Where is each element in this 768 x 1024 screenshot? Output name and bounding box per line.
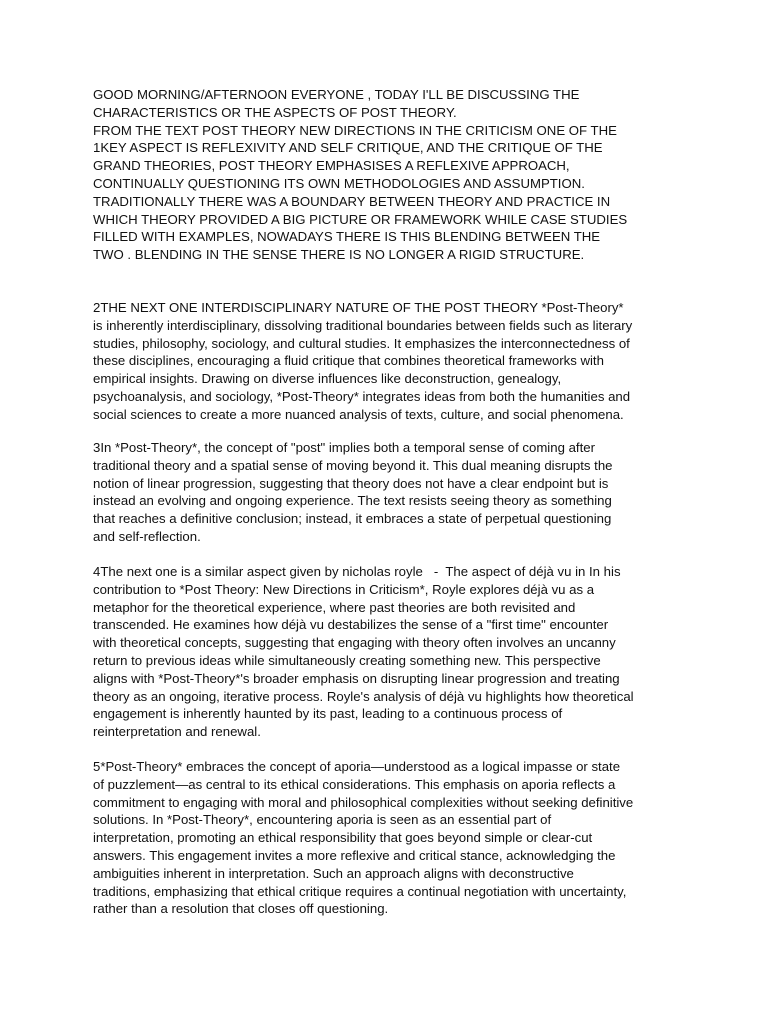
paragraph-aporia: 5*Post-Theory* embraces the concept of aporia—understood as a logical impasse or state of puzzlement—as central to its ethical considerations. This emphasis on aporia reflects a commitment to engaging with moral and philosophical complexities without seeking definitive solutions. In *Post-Theory*, encountering aporia is seen as an essential part of interpretation, promoting an ethical responsibility that goes beyond simple or clear-cut answers. This engagement invites a more reflexive and critical stance, acknowledging the ambiguities inherent in interpretation. Such an approach aligns with deconstructive traditions, emphasizing that ethical critique requires a continual negotiation with uncertainty, rather than a resolution that closes off questioning. xyxy=(93,759,634,917)
intro-paragraph: GOOD MORNING/AFTERNOON EVERYONE , TODAY I'LL BE DISCUSSING THE CHARACTERISTICS OR THE ASPECTS OF POST THEORY. FROM THE TEXT POST THEORY NEW DIRECTIONS IN THE CRITICISM ONE OF THE 1KEY ASPECT IS REFLEXIVITY AND SELF CRITIQUE, AND THE CRITIQUE OF THE GRAND THEORIES, POST THEORY EMPHASISES A REFLEXIVE APPROACH, CONTINUALLY QUESTIONING ITS OWN METHODOLOGIES AND ASSUMPTION. TRADITIONALLY THERE WAS A BOUNDARY BETWEEN THEORY AND PRACTICE IN WHICH THEORY PROVIDED A BIG PICTURE OR FRAMEWORK WHILE CASE STUDIES FILLED WITH EXAMPLES, NOWADAYS THERE IS THIS BLENDING BETWEEN THE TWO . BLENDING IN THE SENSE THERE IS NO LONGER A RIGID STRUCTURE. xyxy=(93,87,628,263)
paragraph-deja-vu: 4The next one is a similar aspect given by nicholas royle - The aspect of déjà vu in In his contribution to *Post Theory: New Directions in Criticism*, Royle explores déjà vu as a metaphor for the theoretical experience, where past theories are both revisited and transcended. He examines how déjà vu destabilizes the sense of a "first time" encounter with theoretical concepts, suggesting that engaging with theory often involves an uncanny return to previous ideas while simultaneously creating something new. This perspective aligns with *Post-Theory*'s broader emphasis on disrupting linear progression and treating theory as an ongoing, iterative process. Royle's analysis of déjà vu highlights how theoretical engagement is inherently haunted by its past, leading to a continuous process of reinterpretation and renewal. xyxy=(93,564,634,740)
paragraph-interdisciplinary: 2THE NEXT ONE INTERDISCIPLINARY NATURE OF THE POST THEORY *Post-Theory* is inherently interdisciplinary, dissolving traditional boundaries between fields such as literary studies, philosophy, sociology, and cultural studies. It emphasizes the interconnectedness of these disciplines, encouraging a fluid critique that combines theoretical frameworks with empirical insights. Drawing on diverse influences like deconstruction, genealogy, psychoanalysis, and sociology, *Post-Theory* integrates ideas from both the humanities and social sciences to create a more nuanced analysis of texts, culture, and social phenomena. xyxy=(93,300,633,422)
paragraph-post-concept: 3In *Post-Theory*, the concept of "post" implies both a temporal sense of coming after traditional theory and a spatial sense of moving beyond it. This dual meaning disrupts the notion of linear progression, suggesting that theory does not have a clear endpoint but is instead an evolving and ongoing experience. The text resists seeing theory as something that reaches a definitive conclusion; instead, it embraces a state of perpetual questioning and self-reflection. xyxy=(93,440,613,544)
